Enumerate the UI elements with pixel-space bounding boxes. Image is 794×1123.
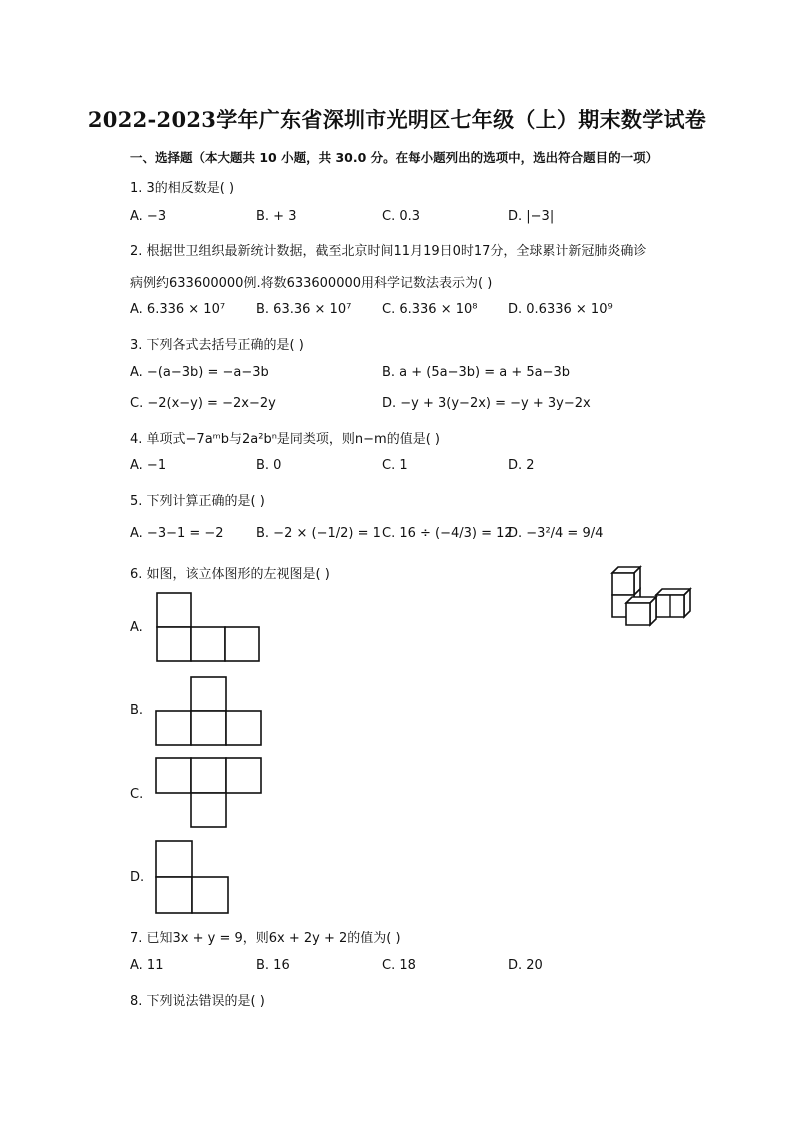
q2-option-d: D. 0.6336 × 10⁹ [508,302,613,317]
q7-option-b: B. 16 [256,958,290,973]
q1-option-b: B. + 3 [256,209,297,224]
q6-solid-figure [610,565,692,629]
q6-option-a-label: A. [130,620,143,635]
question-8-stem: 8. 下列说法错误的是( ) [130,994,265,1009]
q1-option-d: D. |−3| [508,209,555,224]
q3-option-c: C. −2(x−y) = −2x−2y [130,396,276,411]
page-title: 2022-2023学年广东省深圳市光明区七年级（上）期末数学试卷 [87,107,707,132]
question-5-stem: 5. 下列计算正确的是( ) [130,494,265,509]
q4-option-b: B. 0 [256,458,282,473]
q6-option-b-figure [155,676,263,746]
q5-option-c: C. 16 ÷ (−4/3) = 12 [382,526,513,541]
q4-option-d: D. 2 [508,458,535,473]
q6-option-d-label: D. [130,870,145,885]
q6-option-c-label: C. [130,787,144,802]
question-3-stem: 3. 下列各式去括号正确的是( ) [130,338,304,353]
q2-option-c: C. 6.336 × 10⁸ [382,302,478,317]
q1-option-c: C. 0.3 [382,209,421,224]
q6-option-c-figure [155,757,263,829]
question-4-stem: 4. 单项式−7aᵐb与2a²bⁿ是同类项，则n−m的值是( ) [130,432,440,447]
q6-option-a-figure [156,592,262,662]
q5-option-d: D. −3²/4 = 9/4 [508,526,604,541]
question-2-stem-line1: 2. 根据世卫组织最新统计数据，截至北京时间11月19日0时17分，全球累计新冠肺炎确诊 [130,244,647,259]
q6-option-d-figure [155,840,231,916]
q3-option-a: A. −(a−3b) = −a−3b [130,365,269,380]
q3-option-b: B. a + (5a−3b) = a + 5a−3b [382,365,571,380]
q7-option-c: C. 18 [382,958,416,973]
question-7-stem: 7. 已知3x + y = 9，则6x + 2y + 2的值为( ) [130,931,401,946]
q5-option-b: B. −2 × (−1/2) = 1 [256,526,381,541]
question-6-stem: 6. 如图，该立体图形的左视图是( ) [130,567,330,582]
q3-option-d: D. −y + 3(y−2x) = −y + 3y−2x [382,396,591,411]
q7-option-a: A. 11 [130,958,164,973]
question-2-stem-line2: 病例约633600000例.将数633600000用科学记数法表示为( ) [130,276,493,291]
section-heading: 一、选择题（本大题共 10 小题，共 30.0 分。在每小题列出的选项中，选出符合题目的一项） [130,150,659,165]
q2-option-a: A. 6.336 × 10⁷ [130,302,226,317]
q4-option-a: A. −1 [130,458,167,473]
q7-option-d: D. 20 [508,958,543,973]
q5-option-a: A. −3−1 = −2 [130,526,224,541]
question-1-stem: 1. 3的相反数是( ) [130,181,235,196]
q4-option-c: C. 1 [382,458,408,473]
q6-option-b-label: B. [130,703,144,718]
q1-option-a: A. −3 [130,209,167,224]
q2-option-b: B. 63.36 × 10⁷ [256,302,352,317]
